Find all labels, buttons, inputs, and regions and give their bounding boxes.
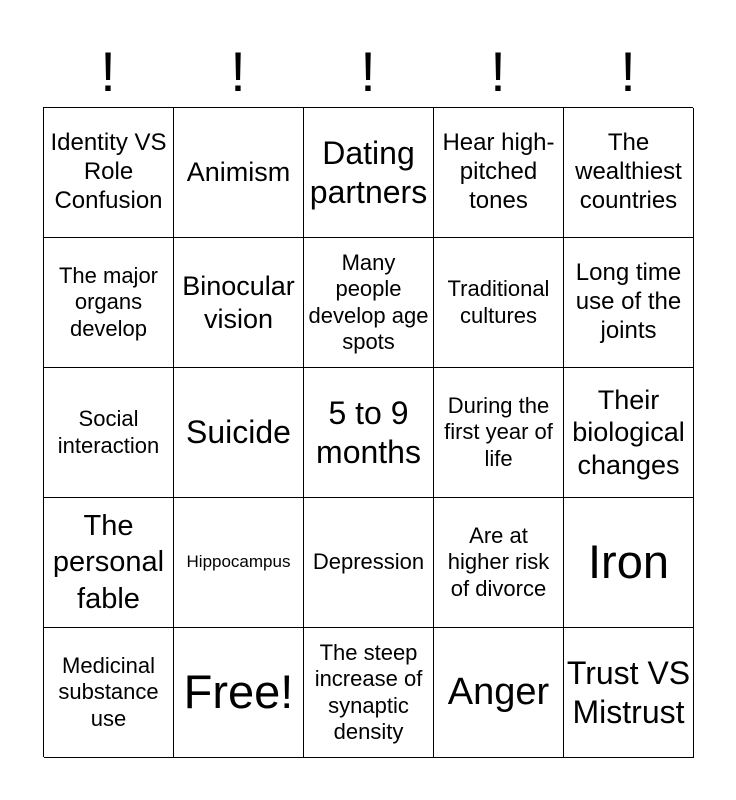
cell-text: The wealthiest countries (575, 129, 682, 214)
bingo-cell[interactable] (304, 368, 434, 498)
cell-text: The steep increase of synaptic density (314, 639, 423, 744)
bingo-cell[interactable] (174, 238, 304, 368)
header-letter: ! (230, 40, 246, 103)
bingo-cell[interactable] (44, 628, 174, 758)
bingo-header (43, 40, 693, 104)
bingo-cell[interactable] (434, 628, 564, 758)
cell-text: 5 to 9 months (316, 395, 421, 470)
cell-text: Animism (186, 157, 291, 188)
cell-text: Dating partners (309, 135, 428, 210)
free-space-cell[interactable] (174, 628, 304, 758)
cell-text: During the first year of life (444, 392, 553, 471)
bingo-cell[interactable] (44, 368, 174, 498)
cell-text: Free! (183, 665, 294, 719)
cell-text: The major organs develop (58, 262, 159, 341)
cell-text: Medicinal substance use (58, 652, 159, 731)
cell-text: Their biological changes (572, 384, 685, 480)
bingo-cell[interactable] (434, 108, 564, 238)
bingo-cell[interactable] (44, 108, 174, 238)
cell-text: Traditional cultures (447, 276, 550, 328)
cell-text: Long time use of the joints (575, 259, 682, 344)
cell-text: Iron (588, 535, 669, 589)
cell-text: Many people develop age spots (308, 249, 429, 354)
bingo-cell[interactable] (174, 108, 304, 238)
cell-text: Binocular vision (182, 271, 295, 334)
header-letter: ! (360, 40, 376, 103)
bingo-cell[interactable] (564, 238, 694, 368)
header-letter: ! (100, 40, 116, 103)
bingo-cell[interactable] (434, 498, 564, 628)
bingo-cell[interactable] (304, 108, 434, 238)
bingo-cell[interactable] (564, 108, 694, 238)
bingo-cell[interactable] (304, 628, 434, 758)
bingo-cell[interactable] (44, 498, 174, 628)
bingo-cell[interactable] (174, 368, 304, 498)
header-letter: ! (620, 40, 636, 103)
cell-text: The personal fable (52, 510, 165, 615)
bingo-cell[interactable] (434, 368, 564, 498)
bingo-cell[interactable] (174, 498, 304, 628)
cell-text: Are at higher risk of divorce (447, 522, 550, 601)
bingo-cell[interactable] (44, 238, 174, 368)
cell-text: Hippocampus (186, 552, 291, 572)
cell-text: Trust VS Mistrust (566, 655, 691, 730)
cell-text: Social interaction (57, 406, 160, 458)
bingo-cell[interactable] (434, 238, 564, 368)
cell-text: Depression (312, 549, 425, 575)
bingo-cell[interactable] (304, 238, 434, 368)
bingo-board (43, 107, 693, 757)
bingo-cell[interactable] (564, 628, 694, 758)
bingo-cell[interactable] (564, 368, 694, 498)
header-letter: ! (490, 40, 506, 103)
cell-text: Identity VS Role Confusion (50, 129, 167, 214)
bingo-cell[interactable] (304, 498, 434, 628)
cell-text: Anger (447, 670, 550, 713)
cell-text: Hear high-pitched tones (442, 129, 555, 214)
cell-text: Suicide (186, 414, 291, 451)
bingo-cell[interactable] (564, 498, 694, 628)
